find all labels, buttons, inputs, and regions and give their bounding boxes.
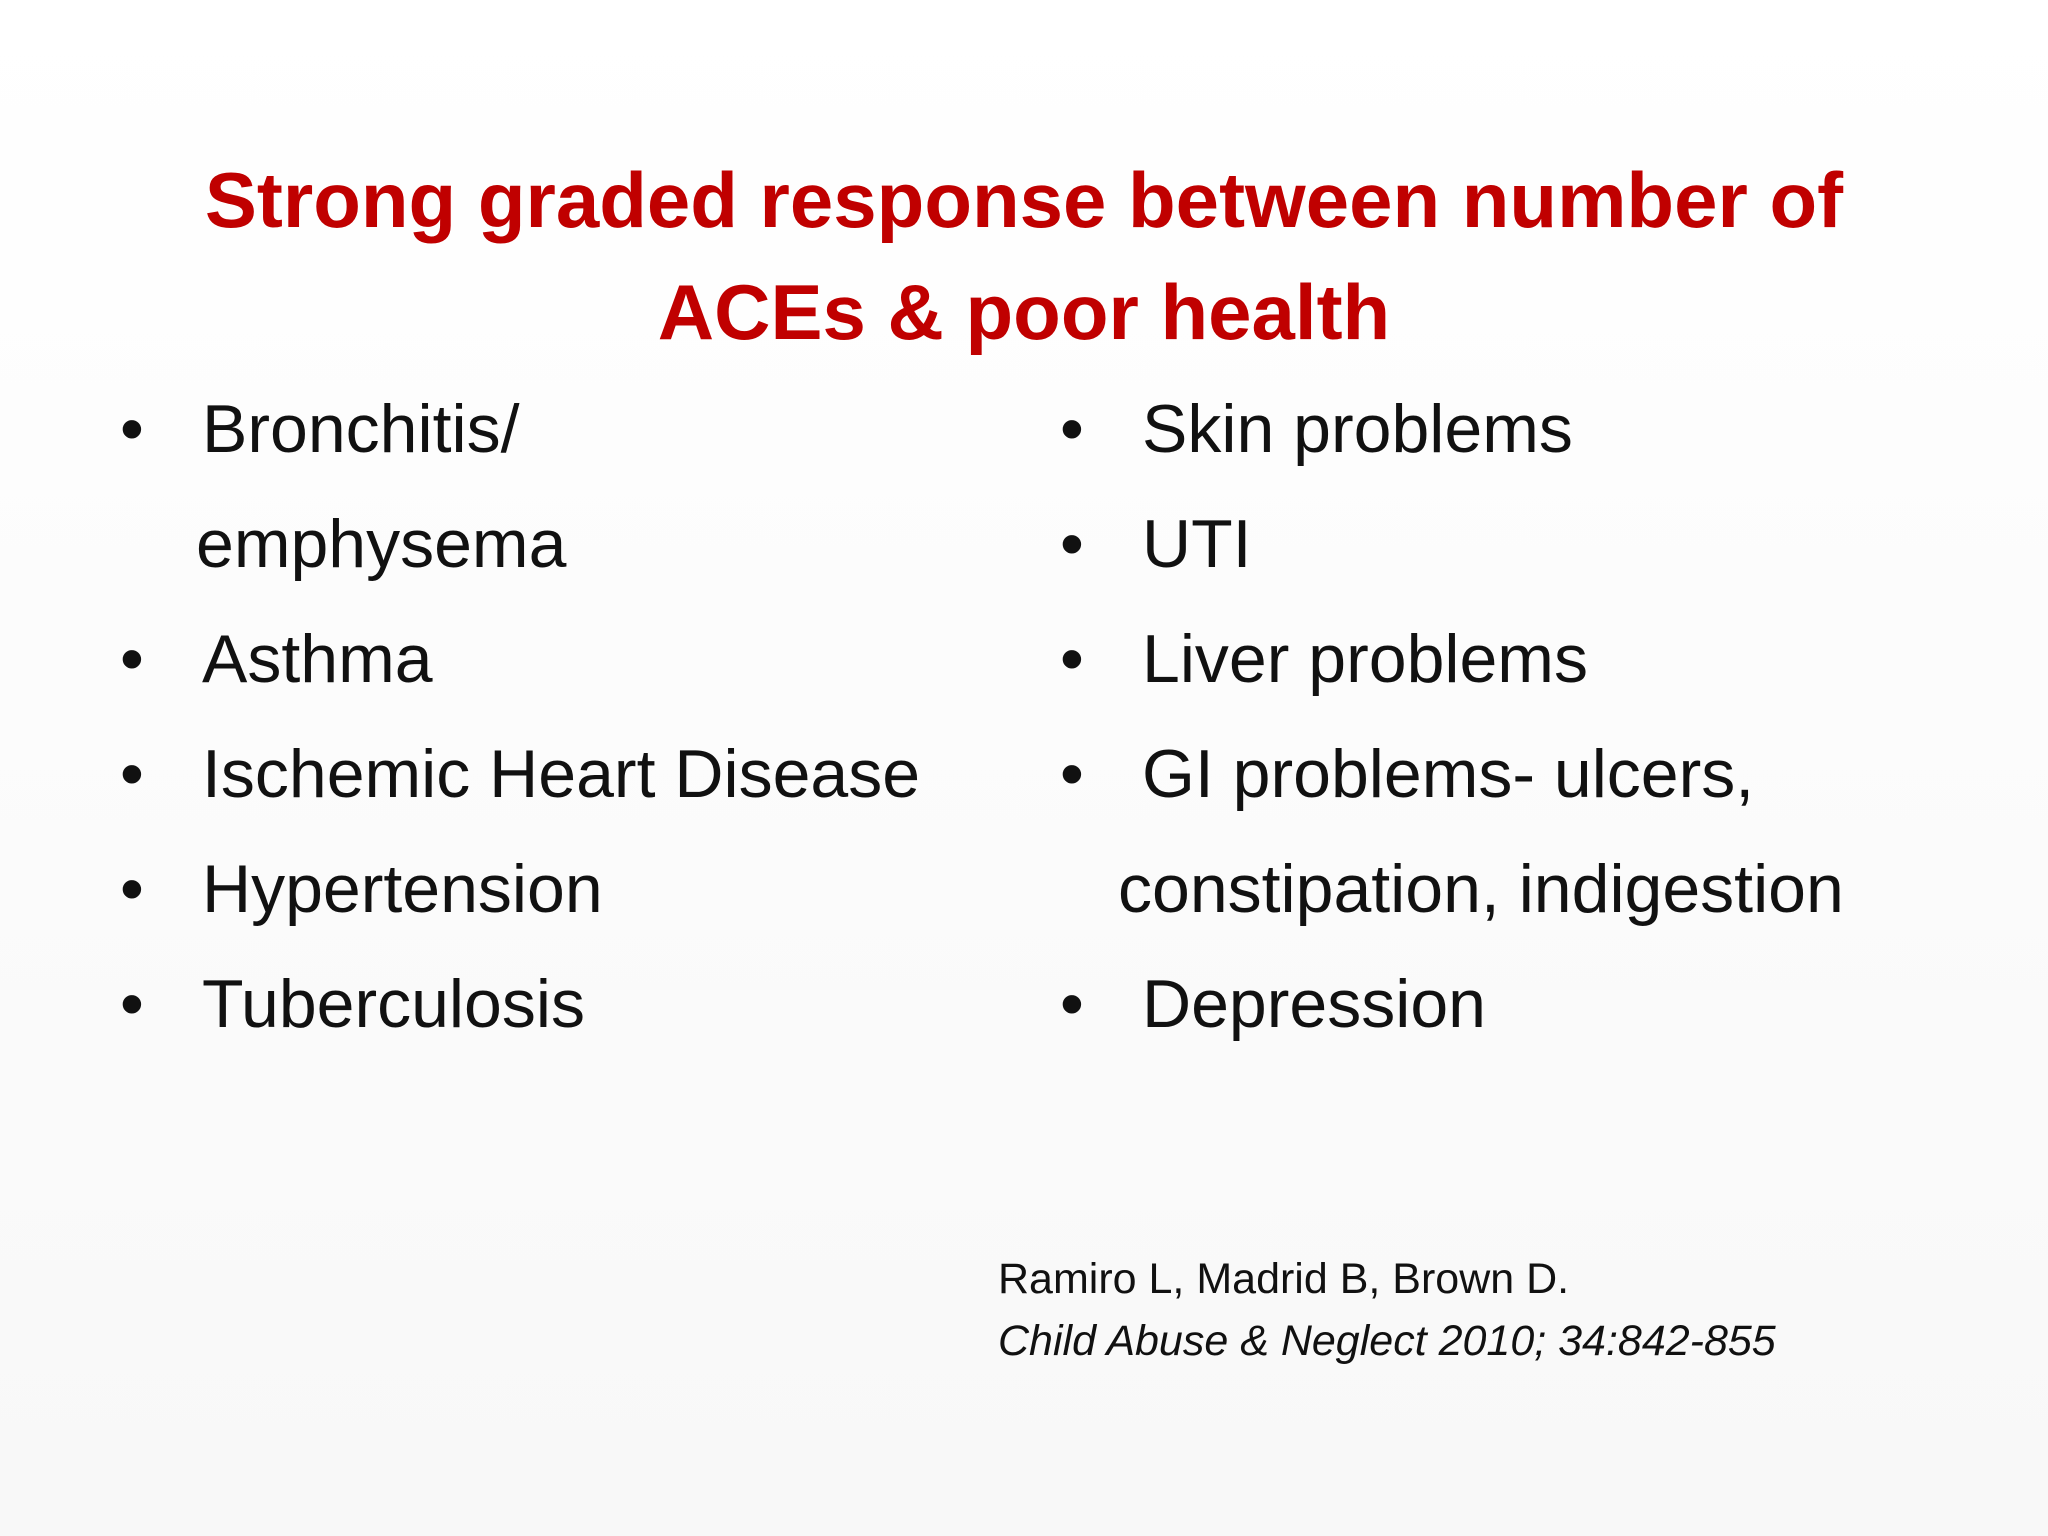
list-item-text: Bronchitis/ (202, 391, 520, 467)
list-item (120, 947, 1020, 1062)
list-item-text-continued: emphysema (196, 506, 567, 582)
list-item-text: GI problems- ulcers, (1142, 736, 1755, 812)
citation-journal: Child Abuse & Neglect 2010; 34:842-855 (998, 1317, 1776, 1365)
bullet-icon: • (120, 736, 144, 812)
list-item (120, 717, 1020, 832)
bullet-icon: • (1060, 966, 1084, 1042)
bullet-icon: • (120, 966, 144, 1042)
list-item (1060, 947, 2000, 1062)
list-item-text: Hypertension (202, 851, 603, 927)
list-item (120, 602, 1020, 717)
list-item (120, 832, 1020, 947)
citation (998, 1248, 1776, 1372)
bullet-icon: • (120, 621, 144, 697)
slide-title (0, 144, 2048, 368)
list-item (1060, 602, 2000, 717)
list-item-text: Depression (1142, 966, 1486, 1042)
list-item (120, 372, 1020, 602)
list-item-text: UTI (1142, 506, 1252, 582)
list-item-text: Ischemic Heart Disease (202, 736, 921, 812)
list-item (1060, 717, 2000, 947)
list-item (1060, 372, 2000, 487)
bullet-icon: • (1060, 736, 1084, 812)
bullet-icon: • (1060, 506, 1084, 582)
title-line-1: Strong graded response between number of (204, 156, 1844, 245)
citation-authors: Ramiro L, Madrid B, Brown D. (998, 1255, 1570, 1303)
left-bullet-list (120, 372, 1020, 1062)
list-item-text: Asthma (202, 621, 433, 697)
list-item (1060, 487, 2000, 602)
list-item-text-continued: constipation, indigestion (1118, 851, 1844, 927)
bullet-icon: • (1060, 621, 1084, 697)
list-item-text: Skin problems (1142, 391, 1573, 467)
title-line-2: ACEs & poor health (657, 268, 1391, 357)
list-item-text: Liver problems (1142, 621, 1588, 697)
bullet-icon: • (1060, 391, 1084, 467)
bullet-icon: • (120, 391, 144, 467)
right-bullet-list (1060, 372, 2000, 1062)
bullet-icon: • (120, 851, 144, 927)
list-item-text: Tuberculosis (202, 966, 585, 1042)
